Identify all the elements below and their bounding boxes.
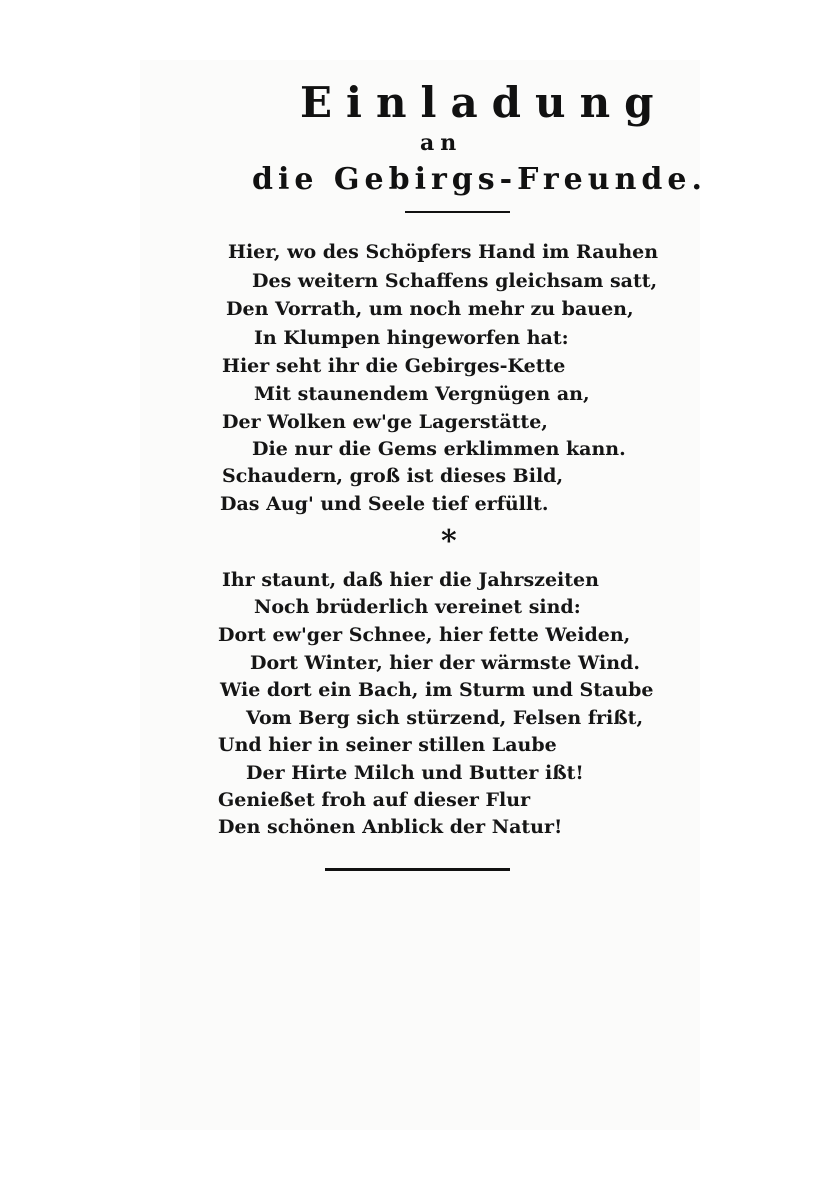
stanza-2-line-4: Dort Winter, hier der wärmste Wind.	[250, 652, 640, 674]
stanza-1-line-4: In Klumpen hingeworfen hat:	[254, 327, 569, 349]
stanza-2-line-8: Der Hirte Milch und Butter ißt!	[246, 762, 584, 784]
stanza-1-line-2: Des weitern Schaffens gleichsam satt,	[252, 270, 658, 292]
stanza-1-line-8: Die nur die Gems erklimmen kann.	[252, 438, 626, 460]
title-connector: an	[420, 130, 463, 156]
stanza-separator-asterisk: *	[441, 524, 457, 559]
scan-background	[140, 60, 700, 1130]
stanza-1-line-7: Der Wolken ew'ge Lagerstätte,	[222, 411, 548, 433]
poem-subtitle: die Gebirgs-Freunde.	[252, 162, 707, 197]
stanza-1-line-10: Das Aug' und Seele tief erfüllt.	[220, 493, 549, 515]
stanza-2-line-1: Ihr staunt, daß hier die Jahrszeiten	[222, 569, 599, 591]
stanza-1-line-5: Hier seht ihr die Gebirges-Kette	[222, 355, 566, 377]
stanza-2-line-5: Wie dort ein Bach, im Sturm und Staube	[220, 679, 654, 701]
stanza-1-line-1: Hier, wo des Schöpfers Hand im Rauhen	[228, 241, 659, 263]
stanza-1-line-9: Schaudern, groß ist dieses Bild,	[222, 465, 564, 487]
stanza-2-line-9: Genießet froh auf dieser Flur	[218, 789, 531, 811]
stanza-2-line-6: Vom Berg sich stürzend, Felsen frißt,	[246, 707, 644, 729]
top-rule-divider	[405, 211, 510, 213]
stanza-2-line-7: Und hier in seiner stillen Laube	[218, 734, 557, 756]
stanza-2-line-3: Dort ew'ger Schnee, hier fette Weiden,	[218, 624, 631, 646]
stanza-1-line-3: Den Vorrath, um noch mehr zu bauen,	[226, 298, 634, 320]
poem-title: Einladung	[300, 78, 668, 127]
stanza-2-line-2: Noch brüderlich vereinet sind:	[254, 596, 581, 618]
stanza-2-line-10: Den schönen Anblick der Natur!	[218, 816, 563, 838]
bottom-rule-divider	[325, 868, 510, 871]
stanza-1-line-6: Mit staunendem Vergnügen an,	[254, 383, 590, 405]
